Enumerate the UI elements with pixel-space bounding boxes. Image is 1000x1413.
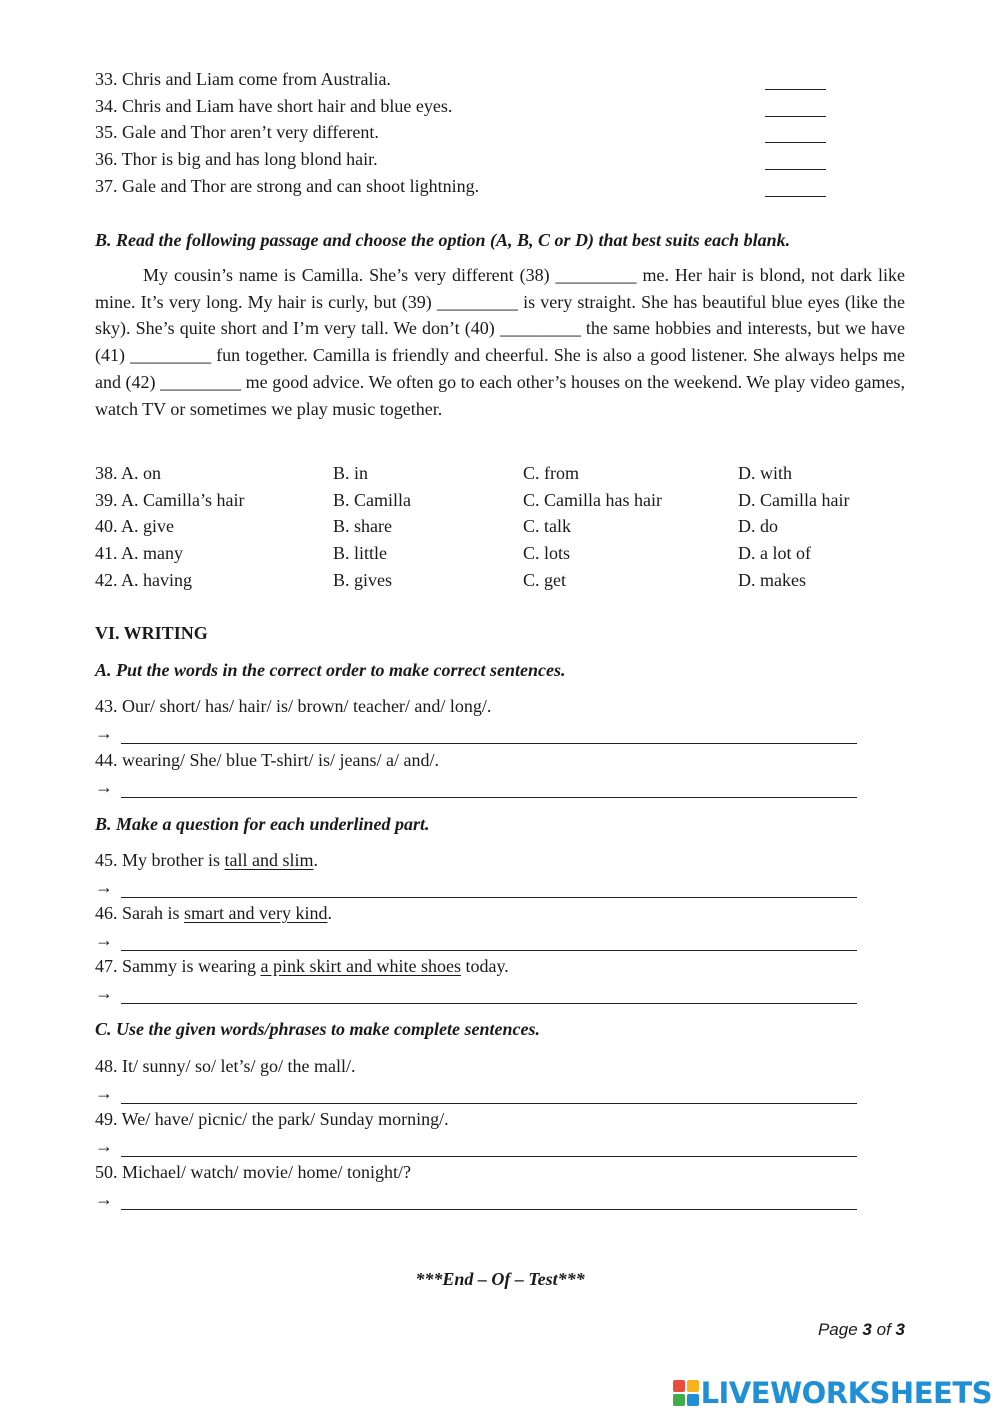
option-b[interactable]: B. in	[333, 463, 369, 483]
answer-line-47[interactable]	[95, 983, 857, 1009]
arrow-icon: →	[95, 930, 113, 950]
question-40	[95, 516, 905, 542]
option-c[interactable]: C. lots	[523, 543, 571, 563]
writing-a-instruction: A. Put the words in the correct order to make correct sentences.	[95, 660, 566, 680]
answer-line-49[interactable]	[95, 1136, 857, 1162]
answer-blank-34[interactable]	[765, 102, 826, 117]
option-b[interactable]: B. share	[333, 516, 392, 536]
question-41	[95, 543, 905, 569]
answer-blank-37[interactable]	[765, 182, 826, 197]
answer-blank-35[interactable]	[765, 128, 826, 143]
option-d[interactable]: D. makes	[738, 570, 806, 590]
option-d[interactable]: D. with	[738, 463, 792, 483]
statement-35: 35. Gale and Thor aren’t very different.	[95, 122, 379, 142]
prompt-49: 49. We/ have/ picnic/ the park/ Sunday morning/.	[95, 1109, 449, 1129]
prompt-50: 50. Michael/ watch/ movie/ home/ tonight/?	[95, 1162, 411, 1182]
option-c[interactable]: C. get	[523, 570, 566, 590]
liveworksheets-logo	[673, 1378, 992, 1408]
underlined-part: tall and slim	[224, 850, 314, 870]
answer-blank-36[interactable]	[765, 155, 826, 170]
option-a[interactable]: 41. A. many	[95, 543, 183, 563]
arrow-icon: →	[95, 1189, 113, 1209]
option-c[interactable]: C. Camilla has hair	[523, 490, 662, 510]
answer-line-43[interactable]	[95, 723, 857, 749]
answer-line-48[interactable]	[95, 1083, 857, 1109]
statement-34: 34. Chris and Liam have short hair and blue eyes.	[95, 96, 453, 116]
answer-line-46[interactable]	[95, 930, 857, 956]
prompt-44: 44. wearing/ She/ blue T-shirt/ is/ jeans/ a/ and/.	[95, 750, 439, 770]
option-a[interactable]: 38. A. on	[95, 463, 162, 483]
option-a[interactable]: 39. A. Camilla’s hair	[95, 490, 245, 510]
writing-c-instruction: C. Use the given words/phrases to make complete sentences.	[95, 1019, 540, 1039]
end-of-test: ***End – Of – Test***	[415, 1269, 585, 1289]
option-d[interactable]: D. Camilla hair	[738, 490, 850, 510]
question-42	[95, 570, 905, 596]
writing-section-title: VI. WRITING	[95, 623, 208, 643]
prompt-48: 48. It/ sunny/ so/ let’s/ go/ the mall/.	[95, 1056, 356, 1076]
arrow-icon: →	[95, 877, 113, 897]
page-number: Page 3 of 3	[817, 1320, 905, 1339]
underlined-part: a pink skirt and white shoes	[260, 956, 461, 976]
option-d[interactable]: D. do	[738, 516, 778, 536]
statement-37: 37. Gale and Thor are strong and can shoot lightning.	[95, 176, 480, 196]
prompt-43: 43. Our/ short/ has/ hair/ is/ brown/ teacher/ and/ long/.	[95, 696, 492, 716]
logo-mark-icon	[673, 1380, 699, 1406]
option-c[interactable]: C. talk	[523, 516, 571, 536]
arrow-icon: →	[95, 777, 113, 797]
answer-line-50[interactable]	[95, 1189, 857, 1215]
reading-b-instruction: B. Read the following passage and choose the option (A, B, C or D) that best suits each blank.	[95, 230, 791, 250]
arrow-icon: →	[95, 1136, 113, 1156]
answer-line-45[interactable]	[95, 877, 857, 903]
reading-passage	[95, 262, 905, 422]
question-39	[95, 490, 905, 516]
passage-text: My cousin’s name is Camilla. She’s very different (38) _________ me. Her hair is blond, not dark like mine. It’s very long. My hair is curly, but (39) _________ is very straight. She has beautiful blue eyes (like the sky). She’s quite short and I’m very tall. We don’t (40) _________ the same hobbies and interests, but we have (41) _________ fun together. Camilla is friendly and cheerful. She is also a good listener. She always helps me and (42) _________ me good advice. We often go to each other’s houses on the weekend. We play video games, watch TV or sometimes we play music together.	[95, 265, 905, 419]
option-a[interactable]: 42. A. having	[95, 570, 192, 590]
arrow-icon: →	[95, 1083, 113, 1103]
prompt-45: 45. My brother is tall and slim.	[95, 850, 318, 870]
option-d[interactable]: D. a lot of	[738, 543, 811, 563]
logo-text: LIVEWORKSHEETS	[700, 1376, 992, 1410]
underlined-part: smart and very kind	[184, 903, 328, 923]
option-b[interactable]: B. gives	[333, 570, 393, 590]
answer-blank-33[interactable]	[765, 75, 826, 90]
option-b[interactable]: B. little	[333, 543, 387, 563]
arrow-icon: →	[95, 723, 113, 743]
option-a[interactable]: 40. A. give	[95, 516, 174, 536]
statement-33: 33. Chris and Liam come from Australia.	[95, 69, 391, 89]
question-38	[95, 463, 905, 489]
prompt-47: 47. Sammy is wearing a pink skirt and white shoes today.	[95, 956, 509, 976]
answer-line-44[interactable]	[95, 777, 857, 803]
prompt-46: 46. Sarah is smart and very kind.	[95, 903, 332, 923]
statement-36: 36. Thor is big and has long blond hair.	[95, 149, 378, 169]
option-b[interactable]: B. Camilla	[333, 490, 411, 510]
option-c[interactable]: C. from	[523, 463, 579, 483]
writing-b-instruction: B. Make a question for each underlined part.	[95, 814, 430, 834]
arrow-icon: →	[95, 983, 113, 1003]
